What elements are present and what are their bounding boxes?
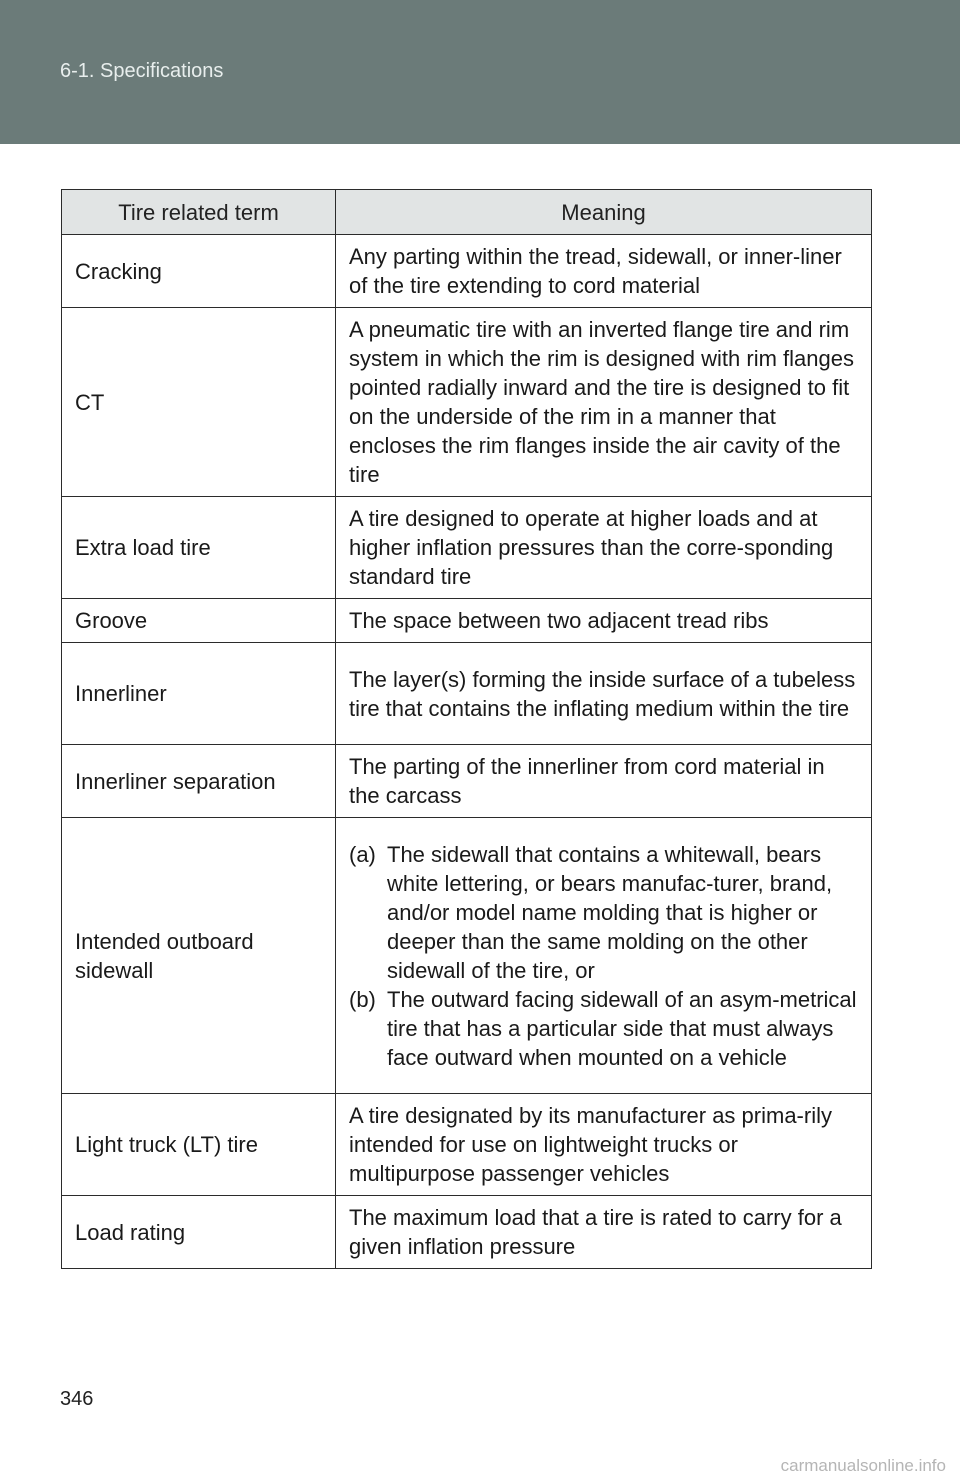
table-row xyxy=(62,235,872,308)
meaning-cell: A pneumatic tire with an inverted flange tire and rim system in which the rim is designed with rim flanges pointed radially inward and the tire is designed to fit on the underside of the rim in a manner that encloses the rim flanges inside the air cavity of the tire xyxy=(336,308,872,497)
term-cell: CT xyxy=(62,308,336,497)
table-row xyxy=(62,745,872,818)
table-row xyxy=(62,308,872,497)
item-text: The sidewall that contains a whitewall, bears white lettering, or bears manufac-turer, brand, and/or model name molding that is higher or deeper than the same molding on the other sidewall of the tire, or xyxy=(387,841,833,983)
table-row xyxy=(62,599,872,643)
list-item xyxy=(349,985,861,1072)
table-row xyxy=(62,497,872,599)
tire-terms-table xyxy=(61,189,872,1269)
meaning-cell: Any parting within the tread, sidewall, or inner-liner of the tire extending to cord material xyxy=(336,235,872,308)
meaning-cell: The layer(s) forming the inside surface of a tubeless tire that contains the inflating medium within the tire xyxy=(336,643,872,745)
term-cell: Load rating xyxy=(62,1196,336,1269)
term-cell: Extra load tire xyxy=(62,497,336,599)
table-row xyxy=(62,1196,872,1269)
column-header-meaning: Meaning xyxy=(336,190,872,235)
table-header-row xyxy=(62,190,872,235)
term-cell: Groove xyxy=(62,599,336,643)
page-header xyxy=(0,0,960,144)
meaning-cell: The parting of the innerliner from cord material in the carcass xyxy=(336,745,872,818)
watermark: carmanualsonline.info xyxy=(780,1456,946,1475)
item-text: The outward facing sidewall of an asym-metrical tire that has a particular side that must always face outward when mounted on a vehicle xyxy=(387,986,857,1070)
term-cell: Innerliner separation xyxy=(62,745,336,818)
item-label: (a) xyxy=(349,841,376,867)
term-cell: Light truck (LT) tire xyxy=(62,1094,336,1196)
item-label: (b) xyxy=(349,986,376,1012)
meaning-cell: A tire designated by its manufacturer as prima-rily intended for use on lightweight trucks or multipurpose passenger vehicles xyxy=(336,1094,872,1196)
list-item xyxy=(349,840,861,985)
meaning-cell: The space between two adjacent tread ribs xyxy=(336,599,872,643)
term-cell: Innerliner xyxy=(62,643,336,745)
section-title: 6-1. Specifications xyxy=(60,60,224,82)
meaning-cell: A tire designed to operate at higher loads and at higher inflation pressures than the corre-sponding standard tire xyxy=(336,497,872,599)
meaning-cell: The maximum load that a tire is rated to carry for a given inflation pressure xyxy=(336,1196,872,1269)
meaning-cell xyxy=(336,818,872,1094)
table-row xyxy=(62,1094,872,1196)
term-cell: Intended outboard sidewall xyxy=(62,818,336,1094)
page-number: 346 xyxy=(60,1388,94,1410)
table-row xyxy=(62,818,872,1094)
term-cell: Cracking xyxy=(62,235,336,308)
column-header-term: Tire related term xyxy=(62,190,336,235)
table-row xyxy=(62,643,872,745)
